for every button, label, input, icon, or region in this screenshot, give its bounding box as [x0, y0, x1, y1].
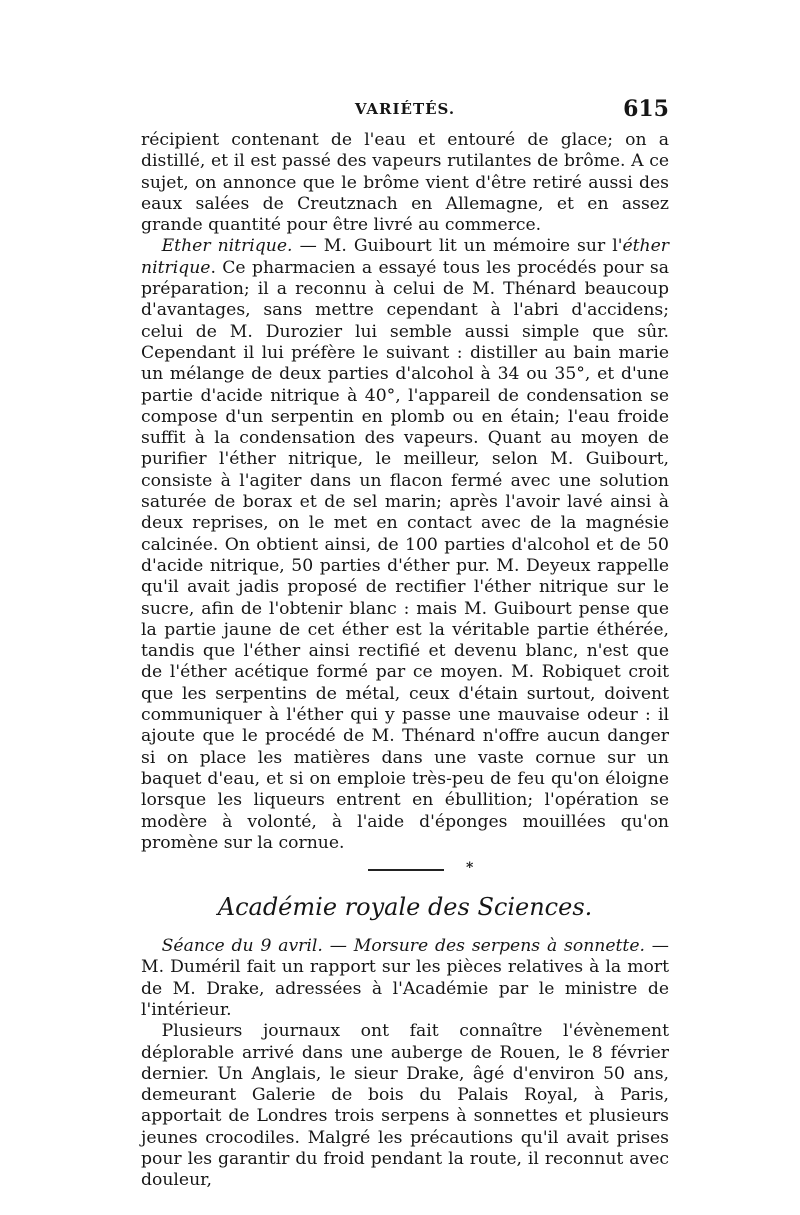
paragraph-bromine: récipient contenant de l'eau et entouré de glace; on a distillé, et il est passé des vapeurs rutilantes de brôme. A ce sujet, on annonce que le brôme vient d'être retiré aussi des eaux salées de Creutznach en Allemagne, et en assez grande quantité pour être livré au commerce.	[141, 130, 669, 236]
document-page	[141, 96, 669, 1191]
running-header	[141, 96, 669, 130]
ether-intro: — M. Guibourt lit un mémoire sur l'	[299, 236, 623, 257]
separator-rule	[368, 869, 444, 871]
body-text-academie	[141, 936, 669, 1192]
seance-heading: Séance du 9 avril. — Morsure des serpens à sonnette.	[161, 936, 645, 957]
ether-term: éther nitrique	[141, 236, 669, 278]
paragraph-seance	[141, 936, 669, 1021]
paragraph-ether-nitrique	[141, 236, 669, 854]
running-title: VARIÉTÉS.	[354, 100, 456, 118]
ether-body: . Ce pharmacien a essayé tous les procédés pour sa préparation; il a reconnu à celui de M. Thénard beaucoup d'avantages, sans mettre cependant à l'abri d'accidens; celui de M. Durozier lui semble aussi simple que sûr. Cependant il lui préfère le suivant : distiller au bain marie un mélange de deux parties d'alcohol à 34 ou 35°, et d'une partie d'acide nitrique à 40°, l'appareil de condensation se compose d'un serpentin en plomb ou en étain; l'eau froide suffit à la condensation des vapeurs. Quant au moyen de purifier l'éther nitrique, le meilleur, selon M. Guibourt, consiste à l'agiter dans un flacon fermé avec une solution saturée de borax et de sel marin; après l'avoir lavé ainsi à deux reprises, on le met en contact avec de la magnésie calcinée. On obtient ainsi, de 100 parties d'alcohol et de 50 d'acide nitrique, 50 parties d'éther pur. M. Deyeux rappelle qu'il avait jadis proposé de rectifier l'éther nitrique sur le sucre, afin de l'obtenir blanc : mais M. Guibourt pense que la partie jaune de cet éther est la véritable partie éthérée, tandis que l'éther ainsi rectifié et devenu blanc, n'est que de l'éther acétique formé par ce moyen. M. Robiquet croit que les serpentins de métal, ceux d'étain surtout, doivent communiquer à l'éther qui y passe une mauvaise odeur : il ajoute que le procédé de M. Thénard n'offre aucun danger si on place les matières dans une vaste cornue sur un baquet d'eau, et si on emploie très-peu de feu qu'on éloigne lorsque les liqueurs entrent en ébullition; l'opération se modère à volonté, à l'aide d'éponges mouillées qu'on promène sur la cornue.	[141, 257, 669, 853]
seance-body: — M. Duméril fait un rapport sur les pièces relatives à la mort de M. Drake, adressées à l'Académie par le ministre de l'intérieur.	[141, 936, 669, 1020]
section-separator	[141, 854, 669, 892]
separator-mark: *	[466, 860, 474, 877]
page-number: 615	[623, 96, 669, 122]
ether-nitrique-heading: Ether nitrique.	[161, 236, 293, 257]
paragraph-drake: Plusieurs journaux ont fait connaître l'évènement déplorable arrivé dans une auberge de Rouen, le 8 février dernier. Un Anglais, le sieur Drake, âgé d'environ 50 ans, demeurant Galerie de bois du Palais Royal, à Paris, apportait de Londres trois serpens à sonnettes et plusieurs jeunes crocodiles. Malgré les précautions qu'il avait prises pour les garantir du froid pendant la route, il reconnut avec douleur,	[141, 1021, 669, 1191]
body-text	[141, 130, 669, 854]
section-title: Académie royale des Sciences.	[217, 893, 593, 922]
